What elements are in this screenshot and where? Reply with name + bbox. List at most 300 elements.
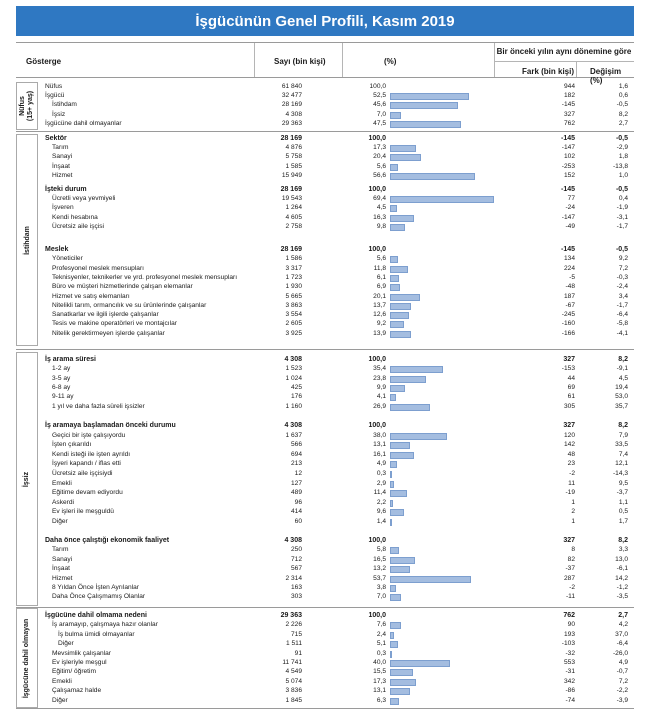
side-label-nufus-line1: Nüfus xyxy=(19,96,27,116)
pct-bar xyxy=(390,275,399,282)
row-label: Diğer xyxy=(52,518,68,525)
row-label: İşteki durum xyxy=(45,186,87,193)
row-fark: -153 xyxy=(561,365,575,373)
section-divider xyxy=(16,349,634,350)
row-degisim: 1,8 xyxy=(618,153,628,161)
row-label: İşgücüne dahil olmayanlar xyxy=(45,119,122,127)
row-label: Emekli xyxy=(52,677,72,685)
row-label: 9-11 ay xyxy=(52,393,74,401)
row-pct: 35,4 xyxy=(373,365,386,373)
row-fark: 142 xyxy=(563,441,575,449)
row-fark: 120 xyxy=(563,431,575,439)
row-fark: 61 xyxy=(567,393,575,401)
row-degisim: 4,2 xyxy=(618,621,628,629)
pct-bar xyxy=(390,256,398,263)
row-sayi: 12 xyxy=(294,470,302,477)
row-label: İş arama süresi xyxy=(45,356,96,363)
pct-bar xyxy=(390,196,494,203)
row-degisim: -5,8 xyxy=(616,320,628,328)
row-label: Daha önce çalıştığı ekonomik faaliyet xyxy=(45,537,170,544)
row-fark: 762 xyxy=(563,612,575,619)
row-label: Yöneticiler xyxy=(52,255,83,263)
pct-bar xyxy=(390,461,397,468)
table-row xyxy=(42,499,634,507)
table-row xyxy=(42,668,634,676)
table-row xyxy=(42,274,634,282)
row-pct: 3,8 xyxy=(376,584,386,591)
row-degisim: 14,2 xyxy=(615,574,628,582)
row-degisim: 2,7 xyxy=(618,119,628,127)
table-row xyxy=(42,101,634,109)
row-label: Nitelik gerektirmeyen işlerde çalışanlar xyxy=(52,329,165,337)
pct-bar xyxy=(390,205,397,212)
section-divider xyxy=(16,131,634,132)
pct-bar xyxy=(390,471,392,478)
row-label: Sektör xyxy=(45,135,67,142)
row-label: Sanayi xyxy=(52,153,73,161)
pct-bar xyxy=(390,404,430,411)
row-pct: 100,0 xyxy=(368,422,386,429)
row-label: Eğitime devam ediyordu xyxy=(52,489,123,497)
row-sayi: 1 264 xyxy=(285,204,302,212)
row-degisim: -6,1 xyxy=(616,565,628,573)
row-fark: 342 xyxy=(563,677,575,685)
row-sayi: 3 317 xyxy=(285,264,302,272)
row-pct: 2,2 xyxy=(376,498,386,506)
row-pct: 5,8 xyxy=(376,546,386,554)
pct-bar xyxy=(390,284,400,291)
row-sayi: 250 xyxy=(290,546,302,554)
row-sayi: 2 758 xyxy=(285,222,302,230)
table-row xyxy=(42,546,634,554)
table-row xyxy=(42,92,634,100)
pct-bar xyxy=(390,164,398,171)
table-row xyxy=(42,393,634,401)
row-degisim: 0,5 xyxy=(618,508,628,516)
row-label: Profesyonel meslek mensupları xyxy=(52,264,144,272)
side-label-nufus xyxy=(16,82,38,130)
row-degisim: 9,5 xyxy=(618,479,628,487)
row-pct: 9,2 xyxy=(376,320,386,328)
row-fark: -253 xyxy=(561,162,575,170)
row-fark: -37 xyxy=(565,565,575,573)
row-degisim: 3,4 xyxy=(618,292,628,300)
table-row xyxy=(42,612,634,620)
row-label: Askerdi xyxy=(52,498,74,506)
row-degisim: -9,1 xyxy=(616,365,628,373)
row-sayi: 566 xyxy=(290,441,302,449)
row-label: Hizmet ve satış elemanları xyxy=(52,292,130,300)
row-pct: 100,0 xyxy=(368,186,386,193)
table-row xyxy=(42,330,634,338)
row-degisim: -0,7 xyxy=(616,668,628,676)
row-degisim: -6,4 xyxy=(616,640,628,648)
row-label: Tesis ve makine operatörleri ve montajcılar xyxy=(52,320,177,328)
row-label: Ücretsiz aile işçisiydi xyxy=(52,470,113,477)
row-sayi: 176 xyxy=(290,393,302,401)
row-degisim: -3,5 xyxy=(616,593,628,601)
row-pct: 7,0 xyxy=(376,110,386,118)
row-fark: -145 xyxy=(560,135,575,142)
row-pct: 100,0 xyxy=(368,356,386,363)
row-label: İstihdam xyxy=(52,101,77,109)
row-pct: 100,0 xyxy=(368,612,386,619)
side-label-istihdam: İstihdam xyxy=(16,134,38,346)
pct-bar xyxy=(390,376,426,383)
row-pct: 16,3 xyxy=(373,213,386,221)
row-degisim: 0,6 xyxy=(618,92,628,100)
table-row xyxy=(42,255,634,263)
row-fark: 48 xyxy=(567,450,575,458)
table-row xyxy=(42,432,634,440)
table-row xyxy=(42,83,634,91)
pct-bar xyxy=(390,294,420,301)
row-fark: -103 xyxy=(561,640,575,648)
side-label-issiz: İşsiz xyxy=(16,352,38,606)
pct-bar xyxy=(390,622,401,629)
row-label: İşgücü xyxy=(45,92,65,100)
row-label: Ev işleriyle meşgul xyxy=(52,659,107,666)
row-degisim: -0,5 xyxy=(615,246,628,253)
row-pct: 13,1 xyxy=(373,687,386,695)
row-sayi: 489 xyxy=(290,489,302,497)
row-sayi: 19 543 xyxy=(281,195,302,203)
pct-bar xyxy=(390,500,393,507)
row-degisim: 19,4 xyxy=(615,383,628,391)
section-divider xyxy=(16,607,634,608)
row-fark: -160 xyxy=(561,320,575,328)
row-label: 8 Yıldan Önce İşten Ayrılanlar xyxy=(52,584,139,591)
row-sayi: 4 549 xyxy=(285,668,302,676)
row-fark: -67 xyxy=(565,301,575,309)
table-row xyxy=(42,422,634,430)
row-label: Ücretsiz aile işçisi xyxy=(52,222,105,230)
row-pct: 69,4 xyxy=(373,195,386,203)
row-fark: 327 xyxy=(563,110,575,118)
row-degisim: 8,2 xyxy=(618,110,628,118)
row-label: Meslek xyxy=(45,246,69,253)
row-sayi: 11 741 xyxy=(282,659,302,666)
row-sayi: 127 xyxy=(290,479,302,487)
table-row xyxy=(42,320,634,328)
row-degisim: -0,5 xyxy=(616,101,628,109)
row-degisim: 12,1 xyxy=(615,460,628,468)
row-pct: 6,1 xyxy=(376,273,386,281)
row-sayi: 15 949 xyxy=(281,171,302,179)
row-fark: -147 xyxy=(561,213,575,221)
table-row xyxy=(42,621,634,629)
table-row xyxy=(42,246,634,254)
row-label: İnşaat xyxy=(52,162,70,170)
row-pct: 5,6 xyxy=(376,162,386,170)
table-row xyxy=(42,384,634,392)
pct-bar xyxy=(390,481,394,488)
row-pct: 9,6 xyxy=(376,508,386,516)
row-degisim: -3,9 xyxy=(616,696,628,704)
row-degisim: -0,5 xyxy=(615,135,628,142)
row-fark: -2 xyxy=(569,470,575,477)
row-fark: -32 xyxy=(565,649,575,657)
table-row xyxy=(42,283,634,291)
pct-bar xyxy=(390,173,475,180)
table-row xyxy=(42,460,634,468)
row-degisim: 35,7 xyxy=(615,402,628,410)
row-pct: 38,0 xyxy=(373,431,386,439)
row-fark: 69 xyxy=(567,383,575,391)
row-degisim: 37,0 xyxy=(615,630,628,638)
row-pct: 0,3 xyxy=(376,649,386,657)
row-fark: 762 xyxy=(563,119,575,127)
row-fark: -19 xyxy=(565,489,575,497)
row-sayi: 28 169 xyxy=(281,101,302,109)
row-fark: 152 xyxy=(563,171,575,179)
table-row xyxy=(42,375,634,383)
pct-bar xyxy=(390,366,443,373)
row-fark: 193 xyxy=(563,630,575,638)
table-row xyxy=(42,365,634,373)
row-pct: 17,3 xyxy=(373,144,386,152)
row-sayi: 3 863 xyxy=(285,301,302,309)
pct-bar xyxy=(390,93,469,100)
header-comparison: Bir önceki yılın aynı dönemine göre xyxy=(496,47,632,56)
row-fark: -145 xyxy=(560,186,575,193)
table-row xyxy=(42,293,634,301)
pct-bar xyxy=(390,547,399,554)
row-sayi: 1 160 xyxy=(285,402,302,410)
row-sayi: 91 xyxy=(294,649,302,657)
header-fark: Fark (bin kişi) xyxy=(522,67,575,76)
row-fark: -31 xyxy=(565,668,575,676)
row-pct: 16,5 xyxy=(373,555,386,563)
row-degisim: 7,4 xyxy=(618,450,628,458)
row-fark: 553 xyxy=(563,659,575,666)
row-label: İnşaat xyxy=(52,565,70,573)
pct-bar xyxy=(390,154,421,161)
row-degisim: -0,5 xyxy=(615,186,628,193)
row-sayi: 4 308 xyxy=(284,356,302,363)
row-label: Mevsimlik çalışanlar xyxy=(52,649,111,657)
row-pct: 6,3 xyxy=(376,696,386,704)
pct-bar xyxy=(390,112,401,119)
row-fark: -147 xyxy=(561,144,575,152)
table-row xyxy=(42,223,634,231)
section-divider xyxy=(16,708,634,709)
row-label: İşgücüne dahil olmama nedeni xyxy=(45,612,147,619)
row-sayi: 3 836 xyxy=(285,687,302,695)
row-sayi: 1 930 xyxy=(285,283,302,291)
row-degisim: 3,3 xyxy=(618,546,628,554)
row-sayi: 567 xyxy=(290,565,302,573)
row-pct: 4,9 xyxy=(376,460,386,468)
row-label: İşsiz xyxy=(52,110,66,118)
row-pct: 9,8 xyxy=(376,222,386,230)
row-label: Hizmet xyxy=(52,574,73,582)
row-fark: -86 xyxy=(565,687,575,695)
row-degisim: 2,7 xyxy=(618,612,628,619)
pct-bar xyxy=(390,641,398,648)
row-pct: 9,9 xyxy=(376,383,386,391)
row-sayi: 4 308 xyxy=(284,422,302,429)
table-row xyxy=(42,204,634,212)
pct-bar xyxy=(390,651,392,658)
row-pct: 13,2 xyxy=(373,565,386,573)
row-sayi: 1 024 xyxy=(285,374,302,382)
row-fark: -74 xyxy=(565,696,575,704)
row-label: Ev işleri ile meşguldü xyxy=(52,508,114,516)
table-row xyxy=(42,640,634,648)
row-pct: 40,0 xyxy=(373,659,386,666)
row-pct: 7,6 xyxy=(376,621,386,629)
row-degisim: -14,3 xyxy=(612,470,628,477)
row-pct: 11,8 xyxy=(373,264,386,272)
header-sayi: Sayı (bin kişi) xyxy=(274,57,326,66)
row-degisim: 1,6 xyxy=(618,83,628,90)
pct-bar xyxy=(390,394,396,401)
pct-bar xyxy=(390,385,405,392)
table-row xyxy=(42,172,634,180)
header-gosterge: Gösterge xyxy=(26,57,62,66)
pct-bar xyxy=(390,490,407,497)
row-sayi: 2 314 xyxy=(285,574,302,582)
row-fark: 102 xyxy=(563,153,575,161)
row-sayi: 1 845 xyxy=(285,696,302,704)
row-degisim: 1,0 xyxy=(618,171,628,179)
table-row xyxy=(42,518,634,526)
side-label-isgucune-dahil-olmayan: İşgücüne dahil olmayan xyxy=(16,608,38,708)
row-sayi: 303 xyxy=(290,593,302,601)
table-row xyxy=(42,302,634,310)
pct-bar xyxy=(390,585,396,592)
table-row xyxy=(42,195,634,203)
table-row xyxy=(42,565,634,573)
row-sayi: 29 363 xyxy=(280,612,302,619)
pct-bar xyxy=(390,679,416,686)
row-fark: -245 xyxy=(561,311,575,319)
pct-bar xyxy=(390,102,458,109)
row-degisim: 7,9 xyxy=(618,431,628,439)
row-label: Kendi hesabına xyxy=(52,213,98,221)
row-fark: 944 xyxy=(563,83,575,90)
row-fark: 187 xyxy=(563,292,575,300)
table-row xyxy=(42,120,634,128)
row-pct: 12,6 xyxy=(373,311,386,319)
row-fark: -11 xyxy=(565,593,575,601)
row-pct: 100,0 xyxy=(368,135,386,142)
row-pct: 5,6 xyxy=(376,255,386,263)
row-fark: 327 xyxy=(563,537,575,544)
row-pct: 47,5 xyxy=(373,119,386,127)
table-row xyxy=(42,584,634,592)
table-row xyxy=(42,659,634,667)
side-label-nufus-line2: (15+ yaş) xyxy=(27,90,35,122)
pct-bar xyxy=(390,433,447,440)
row-label: Hizmet xyxy=(52,171,73,179)
row-label: Nüfus xyxy=(45,83,63,90)
row-pct: 0,3 xyxy=(376,470,386,477)
pct-bar xyxy=(390,145,416,152)
table-row xyxy=(42,265,634,273)
pct-bar xyxy=(390,303,411,310)
row-sayi: 5 074 xyxy=(285,677,302,685)
row-pct: 26,9 xyxy=(373,402,386,410)
row-pct: 6,9 xyxy=(376,283,386,291)
table-row xyxy=(42,508,634,516)
row-fark: -5 xyxy=(569,273,575,281)
row-label: İş aramayıp, çalışmaya hazır olanlar xyxy=(52,621,158,629)
row-label: Teknisyenler, teknikerler ve yrd. profesyonel meslek mensupları xyxy=(52,273,238,281)
pct-bar xyxy=(390,266,408,273)
row-sayi: 61 840 xyxy=(281,83,302,90)
row-degisim: -13,8 xyxy=(612,162,628,170)
row-fark: 82 xyxy=(567,555,575,563)
row-pct: 4,1 xyxy=(376,393,386,401)
row-sayi: 1 637 xyxy=(285,431,302,439)
row-fark: 287 xyxy=(563,574,575,582)
row-degisim: 9,2 xyxy=(618,255,628,263)
row-fark: -166 xyxy=(561,329,575,337)
table-row xyxy=(42,687,634,695)
row-fark: 2 xyxy=(571,508,575,516)
row-fark: -145 xyxy=(561,101,575,109)
header-pct: (%) xyxy=(384,57,397,66)
table-row xyxy=(42,111,634,119)
pct-bar xyxy=(390,121,461,128)
row-label: 6-8 ay xyxy=(52,383,71,391)
pct-bar xyxy=(390,215,414,222)
row-pct: 20,4 xyxy=(373,153,386,161)
table-row xyxy=(42,697,634,705)
row-degisim: 1,7 xyxy=(618,518,628,525)
row-pct: 20,1 xyxy=(373,292,386,300)
row-fark: -49 xyxy=(565,222,575,230)
row-degisim: -3,7 xyxy=(616,489,628,497)
row-pct: 100,0 xyxy=(368,246,386,253)
row-pct: 7,0 xyxy=(376,593,386,601)
row-degisim: 33,5 xyxy=(615,441,628,449)
row-fark: 182 xyxy=(563,92,575,100)
row-pct: 100,0 xyxy=(368,537,386,544)
row-pct: 100,0 xyxy=(369,83,386,90)
row-sayi: 425 xyxy=(290,383,302,391)
table-row xyxy=(42,537,634,545)
pct-bar xyxy=(390,509,404,516)
pct-bar xyxy=(390,442,410,449)
pct-bar xyxy=(390,698,399,705)
row-degisim: -1,7 xyxy=(616,301,628,309)
row-pct: 5,1 xyxy=(376,640,386,648)
row-sayi: 1 586 xyxy=(285,255,302,263)
row-sayi: 28 169 xyxy=(280,186,302,193)
row-sayi: 5 758 xyxy=(285,153,302,161)
row-label: Sanatkarlar ve ilgili işlerde çalışanlar xyxy=(52,311,159,319)
pct-bar xyxy=(390,660,450,667)
row-label: İşten çıkarıldı xyxy=(52,441,92,449)
row-fark: 23 xyxy=(567,460,575,468)
row-label: İşyeri kapandı / iflas etti xyxy=(52,460,121,468)
table-row xyxy=(42,441,634,449)
row-degisim: -4,1 xyxy=(616,329,628,337)
table-row xyxy=(42,556,634,564)
table-row xyxy=(42,214,634,222)
row-pct: 53,7 xyxy=(373,574,386,582)
row-fark: -2 xyxy=(569,584,575,591)
row-degisim: 1,1 xyxy=(618,498,628,506)
row-sayi: 1 723 xyxy=(285,273,302,281)
row-degisim: -1,7 xyxy=(616,222,628,230)
row-label: İş aramaya başlamadan önceki durumu xyxy=(45,422,176,429)
table-row xyxy=(42,631,634,639)
row-degisim: -1,2 xyxy=(616,584,628,591)
